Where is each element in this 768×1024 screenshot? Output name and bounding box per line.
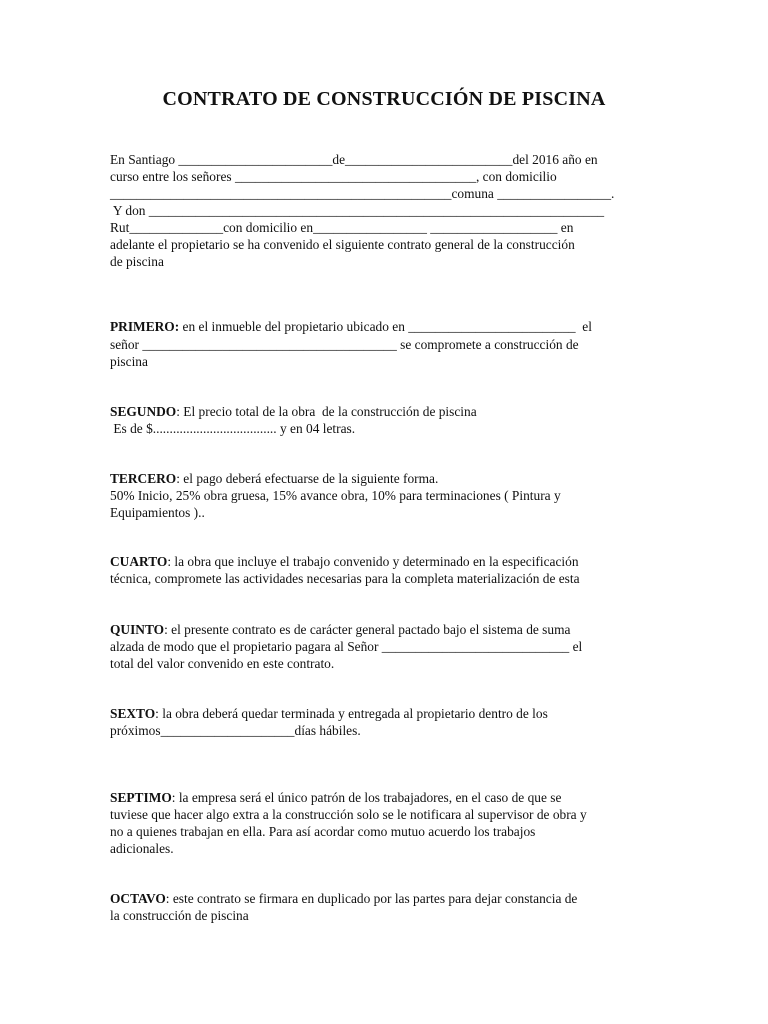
intro-line-6: adelante el propietario se ha convenido el siguiente contrato general de la construcción xyxy=(110,237,575,252)
clause-septimo-line-2: tuviese que hacer algo extra a la construcción solo se le notificara al supervisor de obra y xyxy=(110,807,587,822)
clause-septimo-line-3: no a quienes trabajan en ella. Para así acordar como mutuo acuerdo los trabajos xyxy=(110,824,536,839)
clause-sexto-line-2: próximos____________________días hábiles. xyxy=(110,723,361,738)
clause-segundo-text-1: : El precio total de la obra de la construcción de piscina xyxy=(176,404,477,419)
clause-primero-text-1: en el inmueble del propietario ubicado en _________________________ el xyxy=(179,319,592,334)
intro-line-2: curso entre los señores ____________________________________, con domicilio xyxy=(110,169,557,184)
clause-tercero-text-1: : el pago deberá efectuarse de la siguiente forma. xyxy=(176,471,439,486)
clause-quinto-line-1 xyxy=(110,621,570,638)
clause-octavo-line-2: la construcción de piscina xyxy=(110,908,249,923)
clause-octavo-heading: OCTAVO xyxy=(110,891,166,906)
clause-primero-line-1 xyxy=(110,318,592,335)
clause-septimo-text-1: : la empresa será el único patrón de los trabajadores, en el caso de que se xyxy=(171,790,562,805)
clause-segundo-heading: SEGUNDO xyxy=(110,404,177,419)
clause-tercero-line-1 xyxy=(110,470,438,487)
clause-segundo-line-1 xyxy=(110,403,477,420)
intro-line-4: Y don ____________________________________________________________________ xyxy=(110,203,605,218)
clause-septimo-heading: SEPTIMO xyxy=(110,790,172,805)
clause-tercero-line-2: 50% Inicio, 25% obra gruesa, 15% avance obra, 10% para terminaciones ( Pintura y xyxy=(110,488,561,503)
clause-sexto-heading: SEXTO xyxy=(110,706,156,721)
clause-cuarto-line-2: técnica, compromete las actividades necesarias para la completa materialización de esta xyxy=(110,571,580,586)
clause-quinto-text-1: : el presente contrato es de carácter general pactado bajo el sistema de suma xyxy=(164,622,571,637)
intro-line-7: de piscina xyxy=(110,254,164,269)
clause-tercero-heading: TERCERO xyxy=(110,471,177,486)
clause-cuarto-heading: CUARTO xyxy=(110,554,168,569)
clause-primero-heading: PRIMERO: xyxy=(110,319,180,334)
clause-sexto-text-1: : la obra deberá quedar terminada y entregada al propietario dentro de los xyxy=(155,706,548,721)
document-title: CONTRATO DE CONSTRUCCIÓN DE PISCINA xyxy=(162,88,606,110)
clause-octavo-line-1 xyxy=(110,890,577,907)
clause-cuarto-text-1: : la obra que incluye el trabajo convenido y determinado en la especificación xyxy=(167,554,579,569)
clause-tercero-line-3: Equipamientos ).. xyxy=(110,505,205,520)
intro-line-1: En Santiago _______________________de_________________________del 2016 año en xyxy=(110,152,598,167)
clause-primero-line-2: señor ______________________________________ se compromete a construcción de xyxy=(110,337,579,352)
clause-segundo-line-2: Es de $..................................... y en 04 letras. xyxy=(110,421,356,436)
clause-sexto-line-1 xyxy=(110,705,548,722)
clause-septimo-line-4: adicionales. xyxy=(110,841,174,856)
clause-cuarto-line-1 xyxy=(110,553,579,570)
clause-primero-line-3: piscina xyxy=(110,354,148,369)
clause-quinto-line-3: total del valor convenido en este contrato. xyxy=(110,656,335,671)
intro-line-3: ___________________________________________________comuna _________________. xyxy=(110,186,615,201)
clause-septimo-line-1 xyxy=(110,789,561,806)
clause-quinto-heading: QUINTO xyxy=(110,622,165,637)
clause-quinto-line-2: alzada de modo que el propietario pagara al Señor ____________________________ el xyxy=(110,639,583,654)
intro-line-5: Rut______________con domicilio en_________________ ___________________ en xyxy=(110,220,574,235)
clause-octavo-text-1: : este contrato se firmara en duplicado por las partes para dejar constancia de xyxy=(165,891,578,906)
